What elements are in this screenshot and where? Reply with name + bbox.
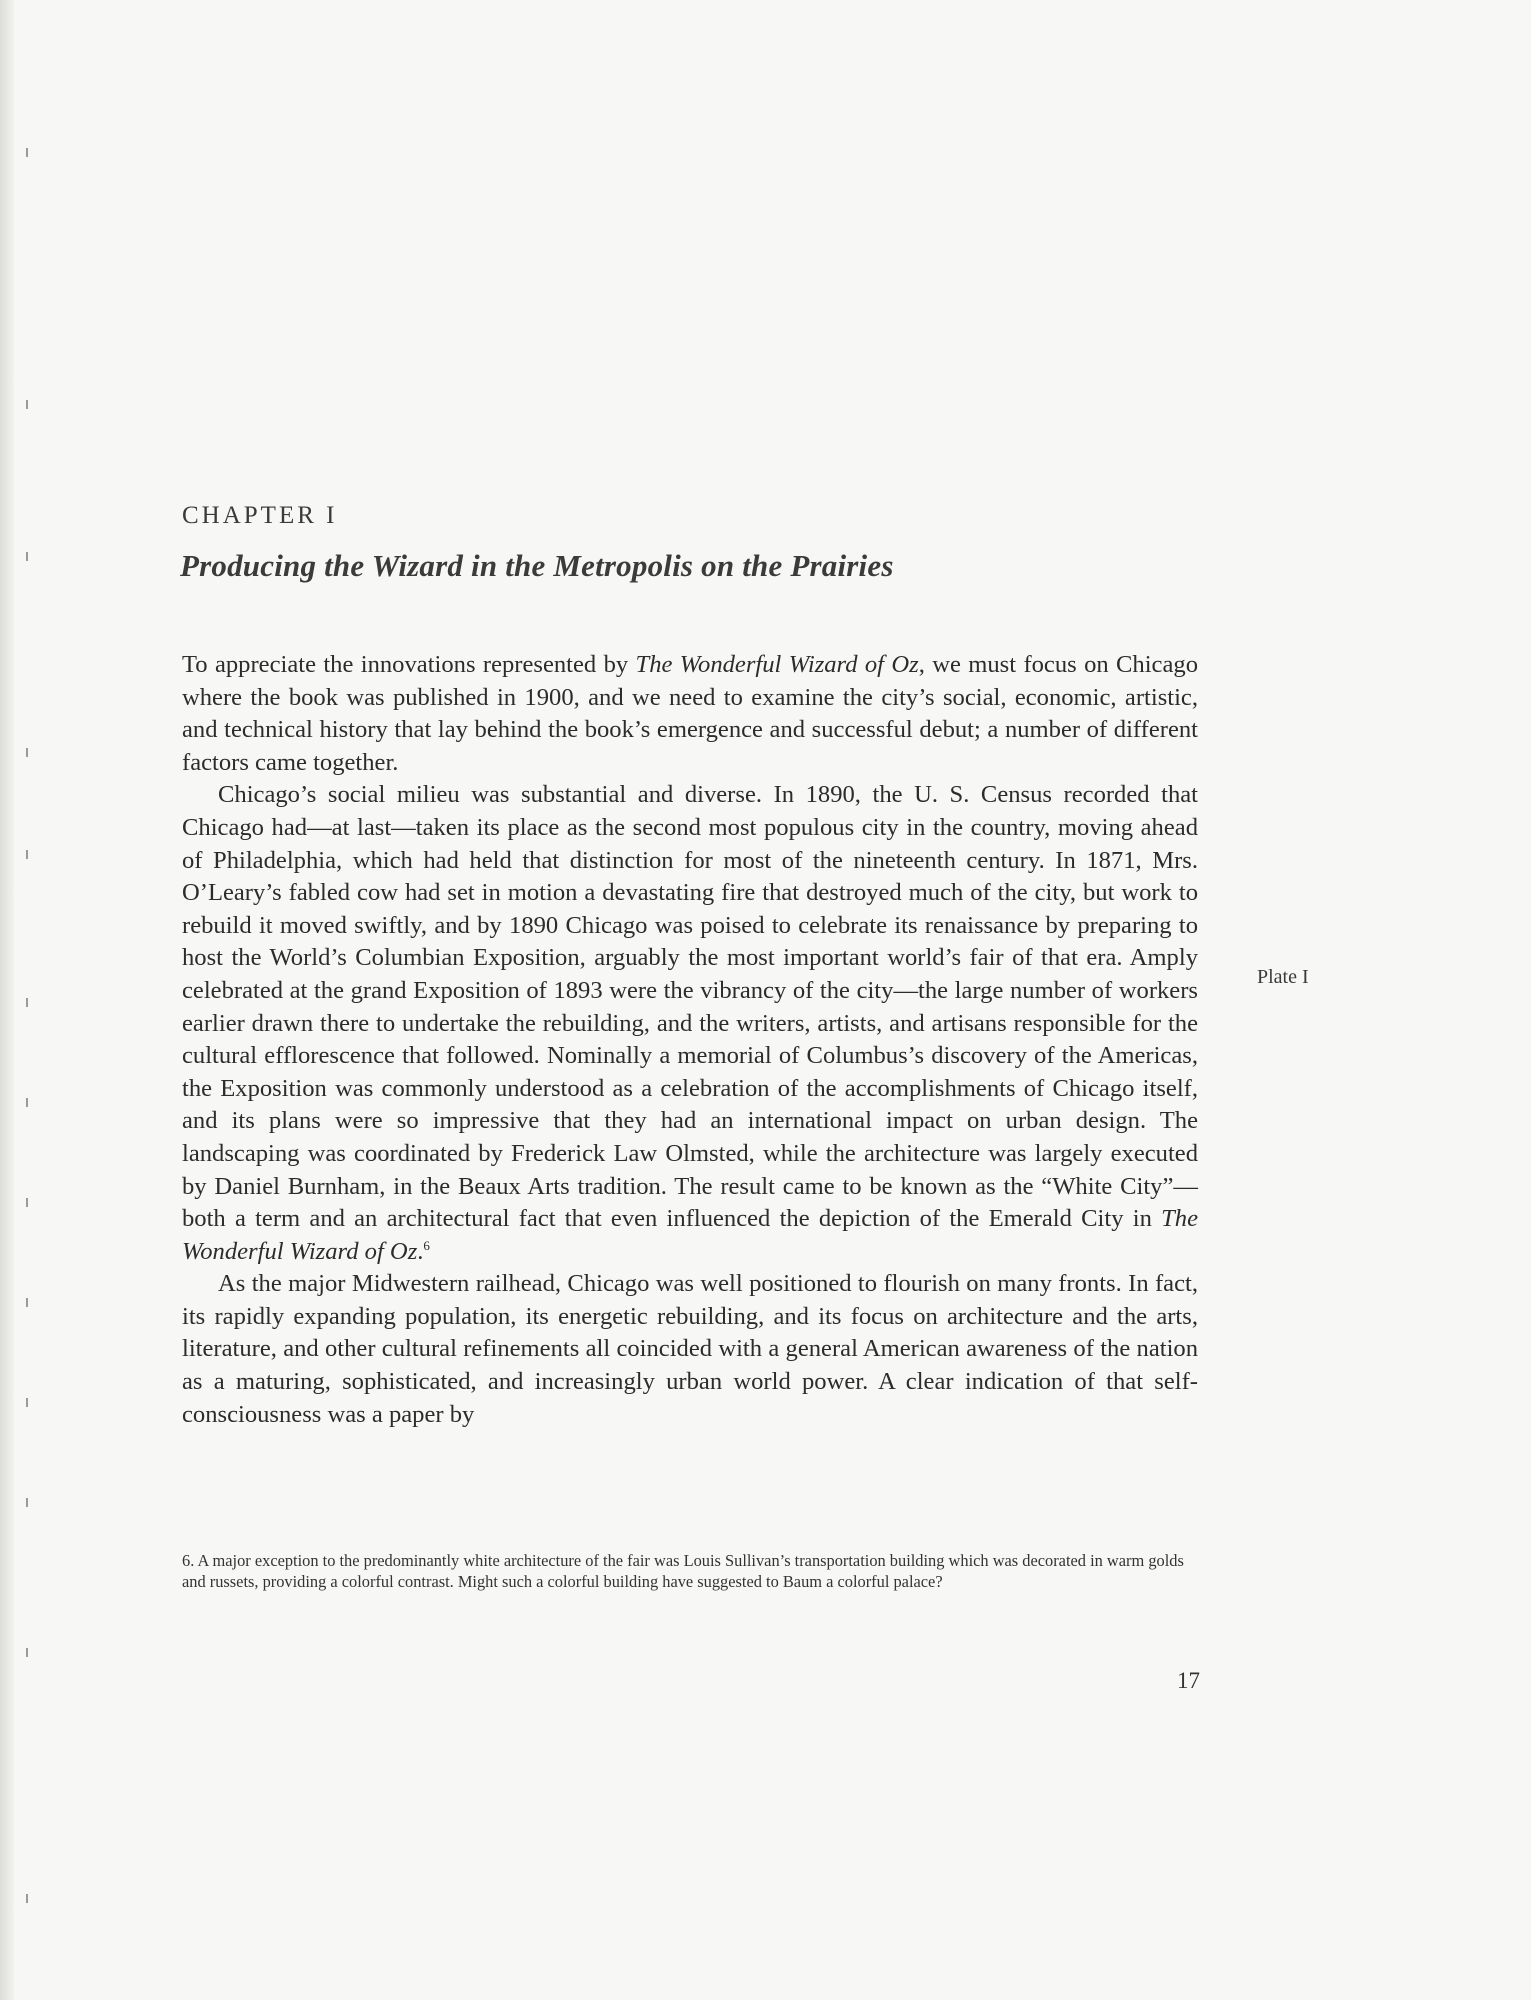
chapter-title: Producing the Wizard in the Metropolis on the Prairies xyxy=(180,548,894,583)
book-title: The Wonderful Wizard of Oz xyxy=(182,1205,1198,1265)
text-run: , we must focus on Chicago where the book was published in 1900, and we need to examine the city’s social, economic, artistic, and technical history that lay behind the book’s emergence and successful debut; a number of different factors came together. xyxy=(182,651,1198,776)
margin-mark xyxy=(26,748,28,757)
plate-reference[interactable]: Plate I xyxy=(1257,966,1309,988)
text-run: Chicago’s social milieu was substantial and diverse. In 1890, the U. S. Census recorded that Chicago had—at last—taken its place as the second most populous city in the country, moving ahead of Philadelphia, which had held that distinction for most of the nineteenth century. In 1871, Mrs. O’Leary’s fabled cow had set in motion a devastating fire that destroyed much of the city, but work to rebuild it moved swiftly, and by 1890 Chicago was poised to celebrate its renaissance by preparing to host the World’s Columbian Exposition, arguably the most important world’s fair of that era. Amply celebrated at the grand Exposition of 1893 were the vibrancy of the city—the large number of workers earlier drawn there to undertake the rebuilding, and the writers, artists, and artisans responsible for the cultural efflorescence that followed. Nominally a memorial of Columbus’s discovery of the Americas, the Exposition was commonly understood as a celebration of the accomplishments of Chicago itself, and its plans were so impressive that they had an international impact on urban design. The landscaping was coordinated by Frederick Law Olmsted, while the architecture was largely executed by Daniel Burnham, in the Beaux Arts tradition. The result came to be known as the “White City”—both a term and an architectural fact that even influenced the depiction of the Emerald City in xyxy=(182,781,1198,1233)
text-run: To appreciate the innovations represented by xyxy=(182,651,636,678)
body-text xyxy=(182,649,1198,1431)
text-run: . xyxy=(417,1237,424,1265)
margin-mark xyxy=(26,1198,28,1207)
margin-mark xyxy=(26,1498,28,1507)
footnote-marker[interactable]: 6 xyxy=(423,1237,430,1253)
book-title: The Wonderful Wizard of Oz xyxy=(635,651,919,678)
text-run: As the major Midwestern railhead, Chicago was well positioned to flourish on many fronts. In fact, its rapidly expanding population, its energetic rebuilding, and its focus on architecture and the arts, literature, and other cultural refinements all coincided with a general American awareness of the nation as a maturing, sophisticated, and increasingly urban world power. A clear indication of that self-consciousness was a paper by xyxy=(182,1270,1198,1428)
scan-edge xyxy=(0,0,14,2000)
chapter-label: CHAPTER I xyxy=(182,502,338,529)
margin-mark xyxy=(26,1648,28,1657)
footnote: 6. A major exception to the predominantly white architecture of the fair was Louis Sullivan’s transportation building which was decorated in warm golds and russets, providing a colorful contrast. Might such a colorful building have suggested to Baum a colorful palace? xyxy=(182,1551,1184,1591)
margin-mark xyxy=(26,148,28,157)
paragraph-1 xyxy=(182,649,1198,779)
margin-mark xyxy=(26,1098,28,1107)
paragraph-2 xyxy=(182,779,1198,1268)
margin-mark xyxy=(26,1894,28,1903)
page-number: 17 xyxy=(1177,1668,1200,1693)
margin-mark xyxy=(26,1398,28,1407)
margin-mark xyxy=(26,1298,28,1307)
margin-mark xyxy=(26,552,28,561)
paragraph-3 xyxy=(182,1268,1198,1431)
margin-mark xyxy=(26,850,28,859)
margin-mark xyxy=(26,998,28,1007)
margin-mark xyxy=(26,400,28,409)
